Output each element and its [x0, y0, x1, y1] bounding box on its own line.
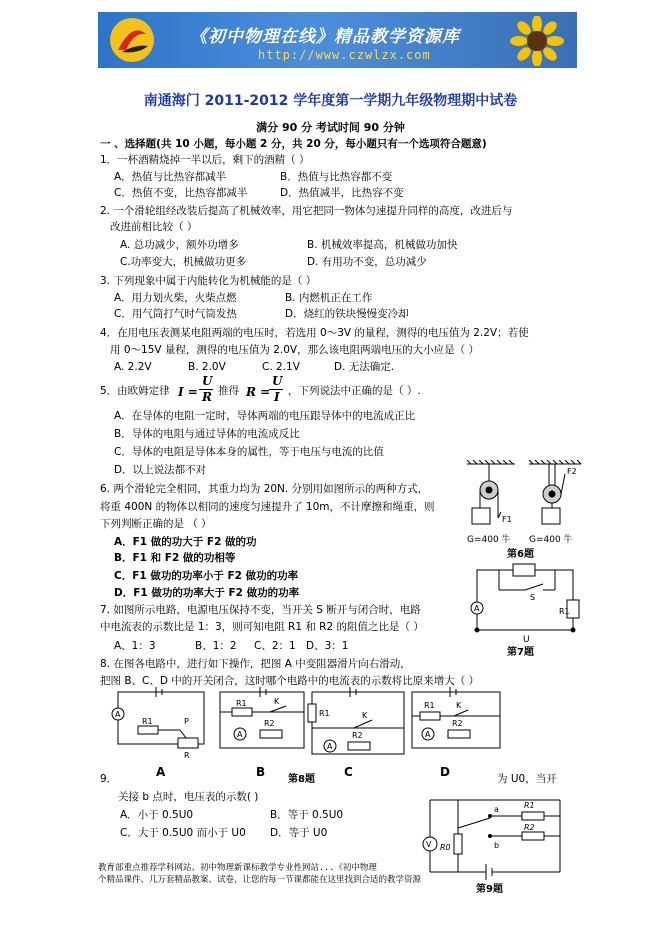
q5-option-d: D．以上说法都不对 — [114, 464, 207, 476]
figure-8-circuits — [110, 684, 510, 784]
fig8a-ammeter: A — [115, 710, 121, 719]
g1-label: G=400 ​牛 — [467, 535, 511, 545]
fig9-a-label: a — [494, 805, 499, 814]
voltage-u-label: U — [523, 635, 530, 645]
q6-stem-2: 将重 400N 的物体以相同的速度匀速提升了 10m，不计摩擦和绳重，则 — [100, 501, 435, 513]
q6-option-d: D．F1 做功的功率大于 F2 做功的功率 — [114, 587, 300, 599]
figure-7-caption: 第7题 — [507, 647, 534, 658]
fig8d-k: K — [456, 701, 462, 710]
fig8a-p: P — [184, 717, 189, 726]
q2-option-a: A. 总功减少，额外功增多 — [120, 239, 239, 251]
q3-option-a: A．用力划火柴，火柴点燃 — [114, 292, 237, 304]
figure-7-circuit — [465, 560, 585, 658]
q1-option-c: C．热值不变，比热容都减半 — [114, 187, 248, 199]
q3-option-c: C．用气筒打气时气筒发热 — [114, 308, 237, 320]
q1-stem: 1．一杯酒精烧掉一半以后，剩下的酒精（ ） — [100, 154, 310, 166]
fig8-label-c: C — [344, 765, 353, 779]
banner-title: 《初中物理在线》精品教学资源库 — [190, 27, 460, 47]
q9-stem-left: 9． — [100, 773, 118, 785]
q5-stem-post: ，下列说法中正确的是（ ）. — [288, 385, 421, 397]
q5-option-a: A．在导体的电阻一定时，导体两端的电压跟导体中的电流成正比 — [114, 410, 416, 422]
fig8-label-d: D — [440, 765, 450, 779]
q2-stem-2: 改进前相比较（ ） — [110, 221, 198, 233]
q4-stem: 4．在用电压表测某电阻两端的电压时，若选用 0～3V 的量程，测得的电压值为 2.2V；若使 — [100, 327, 529, 339]
figure-9-caption: 第9题 — [476, 884, 503, 894]
q7-option-b: B、1：2 — [195, 640, 237, 652]
q6-option-c: C．F1 做功的功率小于 F2 做功的功率 — [114, 570, 299, 582]
r1-label: R1 — [559, 607, 570, 616]
figure-9-circuit — [410, 788, 570, 894]
fig8a-r1: R1 — [142, 717, 153, 726]
switch-s-label: S — [530, 593, 536, 602]
q3-option-b: B. 内燃机正在工作 — [285, 292, 373, 304]
ammeter-label: A — [474, 604, 480, 613]
footer-line-1: 教育部重点推荐学科网站、初中物理新课标教学专业性网站...《初中物理 — [98, 863, 377, 873]
q6-stem: 6. 两个滑轮完全相同，其重力均为 20N. 分别用如图所示的两种方式， — [100, 483, 429, 495]
q7-option-c: C、2：1 — [254, 640, 296, 652]
banner-url[interactable]: http://www.czwlzx.com — [258, 48, 431, 62]
q5-stem-mid: 推得 — [218, 385, 239, 397]
f1-label: F1 — [502, 515, 512, 524]
q2-stem: 2. 一个滑轮组经改装后提高了机械效率，用它把同一物体匀速提升同样的高度，改进后与 — [100, 205, 513, 217]
q8-stem: 8. 在图各电路中，进行如下操作，把图 A 中变阻器滑片向右滑动， — [100, 658, 411, 670]
fig9-r1-label: R1 — [524, 801, 535, 810]
fig9-v-label: V — [426, 840, 432, 849]
q7-option-d: D、3：1 — [306, 640, 349, 652]
q6-stem-3: 下列判断正确的是 （ ） — [100, 518, 212, 530]
q9-stem-right: 为 U0，当开 — [497, 773, 557, 785]
q2-option-b: B. 机械效率提高，机械做功加快 — [307, 239, 458, 251]
q5-option-b: B．导体的电阻与通过导体的电流成反比 — [114, 428, 300, 440]
q3-option-d: D．烧红的铁块慢慢变冷却 — [285, 308, 409, 320]
q4-stem-2: 用 0～15V 量程，测得的电压值为 2.0V，那么该电阻两端电压的大小应是（ ） — [110, 344, 479, 356]
fig8b-ammeter: A — [237, 730, 243, 739]
q4-option-d: D. 无法确定. — [334, 361, 395, 373]
fig9-b-label: b — [494, 841, 500, 850]
fig8a-r: R — [184, 751, 190, 760]
q9-option-d: D．等于 U0 — [270, 827, 328, 839]
footer-ad — [98, 862, 421, 886]
fig8b-k: K — [274, 697, 280, 706]
fig8-label-b: B — [256, 765, 266, 779]
fig8c-r1: R1 — [319, 709, 330, 718]
fig8d-r2: R2 — [452, 719, 463, 728]
q8-stem-2: 把图 B、C、D 中的开关闭合，这时哪个电路中的电流表的示数将比原来增大（ ） — [100, 675, 480, 687]
site-logo-icon — [108, 16, 156, 64]
q5-option-c: C．导体的电阻是导体本身的属性，等于电压与电流的比值 — [114, 446, 384, 458]
q1-option-d: D．热值减半，比热容不变 — [280, 187, 404, 199]
fig8b-r1: R1 — [236, 699, 247, 708]
q3-stem: 3. 下列现象中属于内能转化为机械能的是（ ） — [100, 275, 317, 287]
exam-subtitle: 满分 90 分 考试时间 90 分钟 — [256, 121, 405, 134]
fig8-label-a: A — [156, 765, 166, 779]
q9-option-c: C．大于 0.5U0 而小于 U0 — [120, 827, 246, 839]
q9-option-a: A．小于 0.5U0 — [120, 809, 194, 821]
f2-label: F2 — [567, 467, 577, 476]
exam-title: 南通海门 2011-2012 学年度第一学期九年级物理期中试卷 — [143, 93, 518, 109]
q7-stem: 7. 如图所示电路，电源电压保持不变，当开关 S 断开与闭合时，电路 — [100, 604, 421, 616]
figure-6-pulleys — [465, 460, 585, 560]
q1-option-a: A．热值与比热容都减半 — [114, 171, 227, 183]
fig8d-r1: R1 — [424, 701, 435, 710]
footer-line-2: 个精品课件、几万套精品教案、试卷，让您的每一节课都能在这里找到合适的教学资源 — [98, 875, 422, 885]
fig9-r0-label: R0 — [440, 843, 451, 852]
q4-option-c: C. 2.1V — [262, 361, 300, 373]
q2-option-d: D. 有用功不变，总功减少 — [307, 256, 427, 268]
header-banner — [98, 12, 577, 68]
figure-6-caption: 第6题 — [507, 549, 534, 560]
q5-stem-pre: 5．由欧姆定律 — [100, 385, 170, 397]
q2-option-c: C.功率变大，机械做功更多 — [120, 256, 247, 268]
q9-stem-2: 关接 b 点时，电压表的示数( ) — [118, 791, 259, 803]
q1-option-b: B．热值与比热容都不变 — [280, 171, 393, 183]
fig8c-k: K — [362, 711, 368, 720]
q6-option-b: B．F1 和 F2 做的功相等 — [114, 552, 236, 564]
q7-option-a: A、1：3 — [114, 640, 156, 652]
section-heading: 一 、选择题(共 10 小题，每小题 2 分，共 20 分，每小题只有一个选项符合题意) — [100, 138, 487, 150]
fig8c-ammeter: A — [327, 742, 333, 751]
sunflower-icon — [507, 16, 567, 66]
fig8b-r2: R2 — [264, 719, 275, 728]
q6-option-a: A．F1 做的功大于 F2 做的功 — [114, 536, 257, 548]
q7-stem-2: 中电流表的示数比是 1：3，则可知电阻 R1 和 R2 的阻值之比是（ ） — [100, 621, 424, 633]
figure-8-caption: 第8题 — [288, 774, 315, 784]
q9-option-b: B．等于 0.5U0 — [270, 809, 344, 821]
q4-option-b: B. 2.0V — [188, 361, 226, 373]
q4-option-a: A. 2.2V — [114, 361, 152, 373]
fig8d-ammeter: A — [425, 730, 431, 739]
g2-label: G=400 牛 — [529, 535, 573, 545]
fig9-r2-label: R2 — [524, 823, 535, 832]
fig8c-r2: R2 — [352, 731, 363, 740]
